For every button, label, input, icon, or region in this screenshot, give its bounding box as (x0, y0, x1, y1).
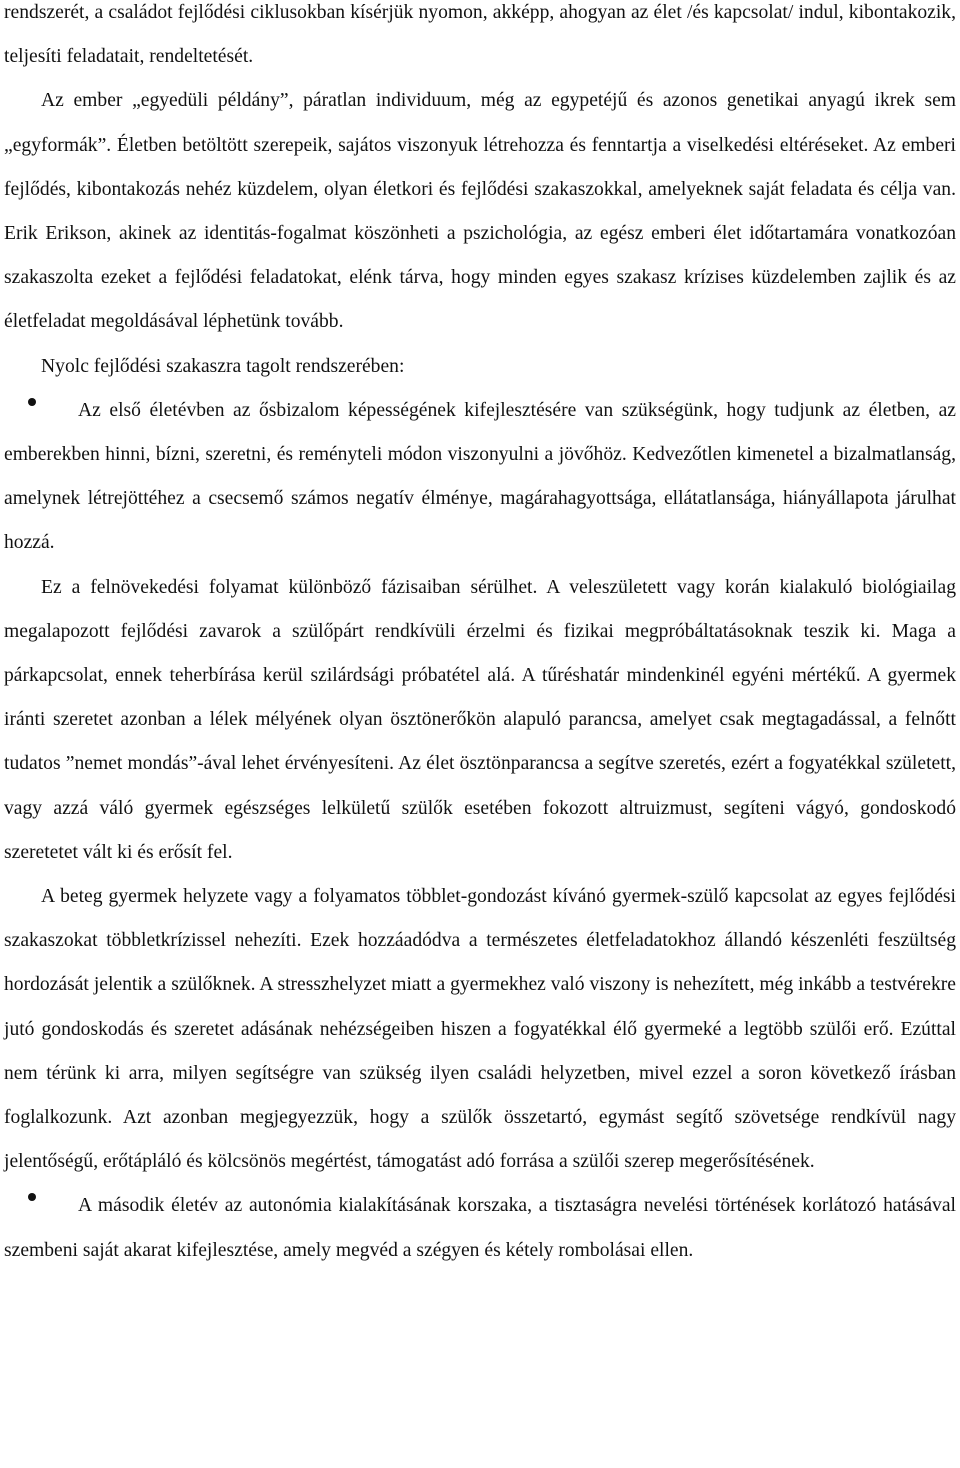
paragraph-continued: rendszerét, a családot fejlődési ciklusokban kísérjük nyomon, akképp, ahogyan az élet /és kapcsolat/ indul, kibontakozik, teljesíti feladatait, rendeltetését. (4, 2, 956, 68)
list-item-first-year-text: Az első életévben az ősbizalom képességének kifejlesztésére van szükségünk, hogy tudjunk az életben, az emberekben hinni, bízni, szeretni, és reményteli módon viszonyulni a jövőhöz. Kedvezőtlen kimenetel a bizalmatlanság, amelynek létrejöttéhez a csecsemő számos negatív élménye, magárahagyottsága, ellátatlansága, hiányállapota járulhat hozzá. (4, 399, 956, 554)
paragraph-development-disorders: Ez a felnövekedési folyamat különböző fázisaiban sérülhet. A veleszületett vagy korán kialakuló biológiailag megalapozott fejlődési zavarok a szülőpárt rendkívüli érzelmi és fizikai megpróbáltatásoknak teszik ki. Maga a párkapcsolat, ennek teherbírása kerül szilárdsági próbatétel alá. A tűréshatár mindenkinél egyéni mértékű. A gyermek iránti szeretet azonban a lélek mélyének olyan ösztönerőkön alapuló parancsa, amelyet csak megtagadással, a felnőtt tudatos ”nemet mondás”-ával lehet érvényesíteni. Az élet ösztönparancsa a segítve szeretés, ezért a fogyatékkal született, vagy azzá váló gyermek egészséges lelkületű szülők esetében fokozott altruizmust, segíteni vágyó, gondoskodó szeretetet vált ki és erősít fel. (4, 576, 956, 863)
list-item-second-year (4, 1184, 956, 1272)
bullet-icon (4, 406, 78, 416)
paragraph-sick-child: A beteg gyermek helyzete vagy a folyamatos többlet-gondozást kívánó gyermek-szülő kapcsolat az egyes fejlődési szakaszokat többletkrízissel nehezíti. Ezek hozzáadódva a természetes életfeladatokhoz állandó készenléti feszültség hordozását jelentik a szülőknek. A stresszhelyzet miatt a gyermekhez való viszony is nehezített, még inkább a testvérekre jutó gondoskodás és szeretet adásának nehézségeiben hiszen a fogyatékkal élő gyermeké a legtöbb szülői erő. Ezúttal nem térünk ki arra, milyen segítségre van szükség ilyen családi helyzetben, mivel ezzel a soron következő írásban foglalkozunk. Azt azonban megjegyezzük, hogy a szülők összetartó, egymást segítő szövetsége rendkívül nagy jelentőségű, erőtápláló és kölcsönös megértést, támogatást adó forrása a szülői szerep megerősítésének. (4, 886, 956, 1173)
paragraph-individuality: Az ember „egyedüli példány”, páratlan individuum, még az egypetéjű és azonos genetikai anyagú ikrek sem „egyformák”. Életben betöltött szerepeik, sajátos viszonyuk létrehozza és fenntartja a viselkedési eltéréseket. Az emberi fejlődés, kibontakozás nehéz küzdelem, olyan életkori és fejlődési szakaszokkal, amelyeknek saját feladata és célja van. Erik Erikson, akinek az identitás-fogalmat köszönheti a pszichológia, az egész emberi élet időtartamára vonatkozóan szakaszolta ezeket a fejlődési feladatokat, elénk tárva, hogy minden egyes szakasz krízises küzdelemben zajlik és az életfeladat megoldásával léphetünk tovább. (4, 90, 956, 333)
document-page (4, 0, 956, 1273)
paragraph-stages-intro: Nyolc fejlődési szakaszra tagolt rendszerében: (41, 355, 405, 377)
list-item-first-year (4, 389, 956, 566)
list-item-second-year-text: A második életév az autonómia kialakításának korszaka, a tisztaságra nevelési történések korlátozó hatásával szembeni saját akarat kifejlesztése, amely megvéd a szégyen és kétely rombolásai ellen. (4, 1195, 956, 1261)
bullet-icon (4, 1201, 78, 1211)
